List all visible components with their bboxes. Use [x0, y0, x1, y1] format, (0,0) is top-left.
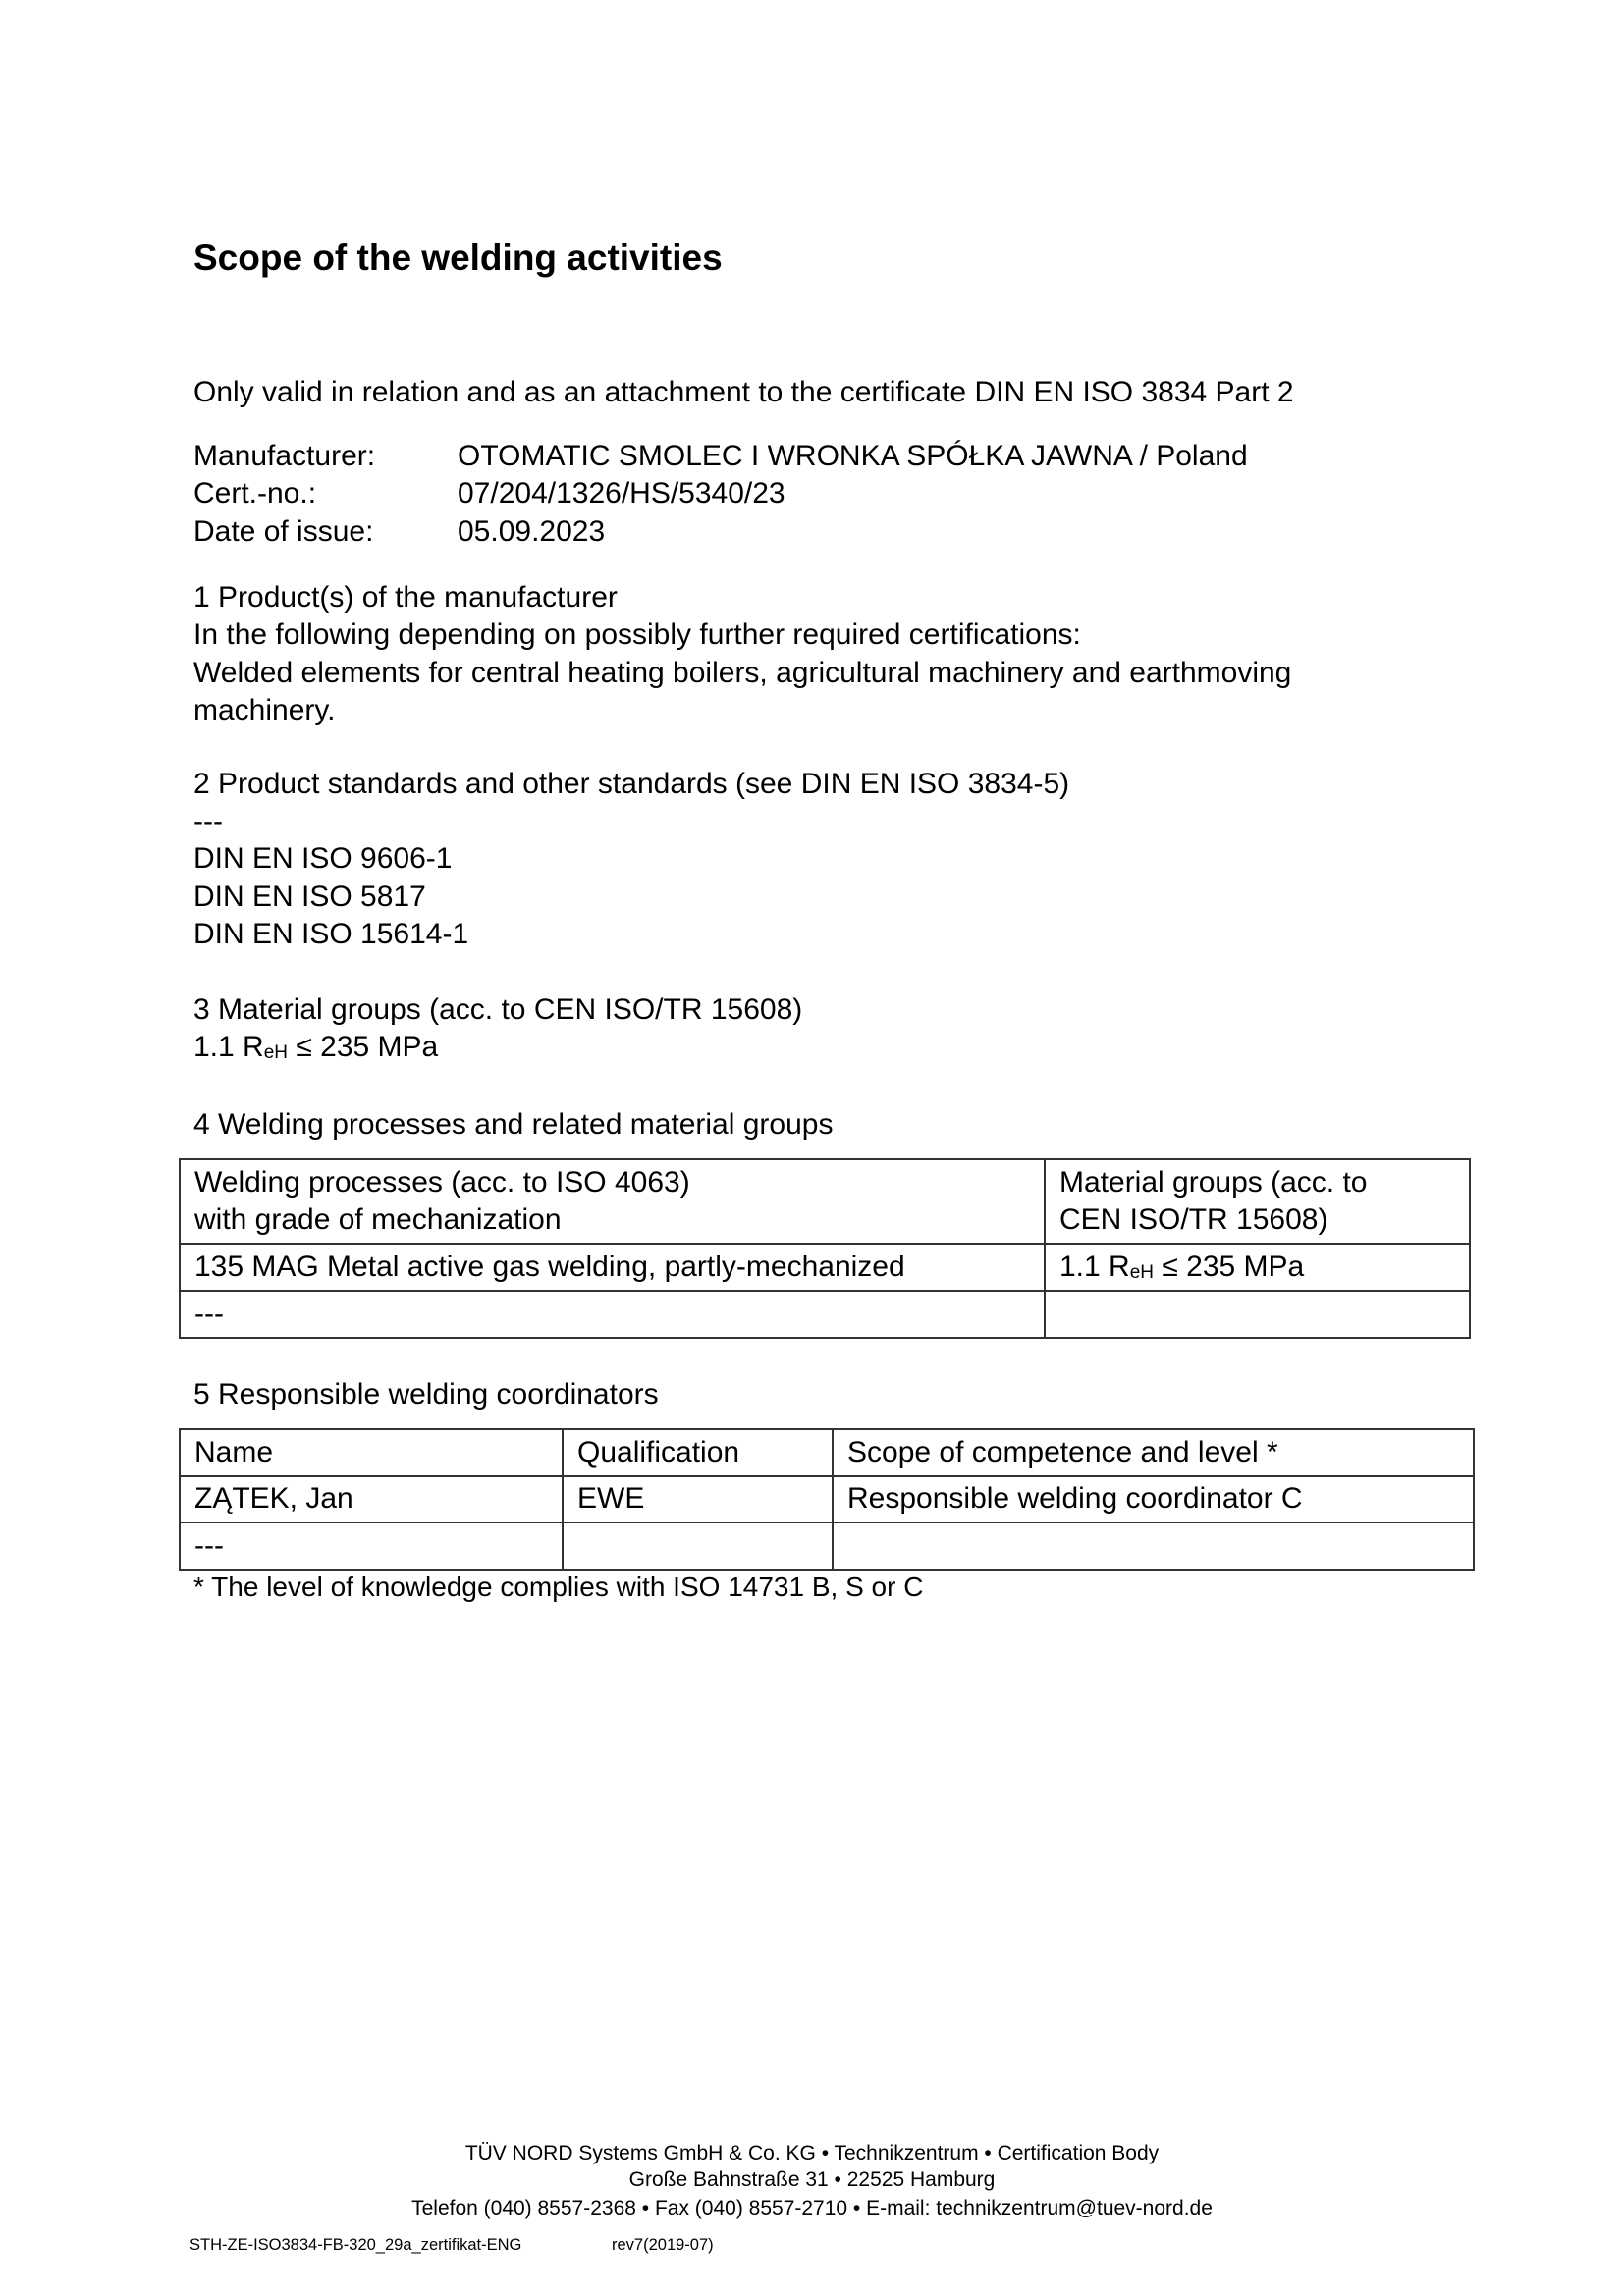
welding-processes-table	[179, 1158, 1471, 1339]
qualification-cell	[563, 1522, 833, 1570]
page-title: Scope of the welding activities	[193, 238, 723, 278]
material-group-item: 1.1 $R_{eH} \le 235$ MPa	[193, 1031, 439, 1063]
form-code: STH-ZE-ISO3834-FB-320_29a_zertifikat-ENG	[189, 2236, 522, 2254]
manufacturer-label: Manufacturer:	[193, 440, 376, 472]
footnote: * The level of knowledge complies with ISO 14731 B, S or C	[193, 1572, 924, 1602]
header-cell-scope: Scope of competence and level *	[833, 1429, 1474, 1476]
standard-item: ---	[193, 805, 223, 837]
process-cell: 135 MAG Metal active gas welding, partly-mechanized	[180, 1244, 1045, 1291]
table-header-row	[180, 1159, 1470, 1244]
products-line: machinery.	[193, 694, 336, 726]
scope-cell: Responsible welding coordinator C	[833, 1476, 1474, 1523]
date-of-issue-value: 05.09.2023	[458, 515, 606, 548]
table-header-row	[180, 1429, 1474, 1476]
section-heading: 4 Welding processes and related material groups	[193, 1108, 834, 1141]
qualification-cell: EWE	[563, 1476, 833, 1523]
footer-contact: Telefon (040) 8557-2368 • Fax (040) 8557-2710 • E-mail: technikzentrum@tuev-nord.de	[411, 2197, 1213, 2219]
table-row	[180, 1476, 1474, 1523]
welding-coordinators-table	[179, 1428, 1475, 1571]
section-heading: 3 Material groups (acc. to CEN ISO/TR 15608)	[193, 993, 803, 1026]
table-row	[180, 1291, 1470, 1338]
material-cell: 1.1 $R_{eH} \le 235$ MPa	[1045, 1244, 1470, 1291]
header-cell-processes: Welding processes (acc. to ISO 4063) with grade of mechanization	[180, 1159, 1045, 1244]
scope-cell	[833, 1522, 1474, 1570]
footer-address: Große Bahnstraße 31 • 22525 Hamburg	[628, 2168, 996, 2191]
material-cell	[1045, 1291, 1470, 1338]
standard-item: DIN EN ISO 5817	[193, 881, 426, 913]
cert-number-value: 07/204/1326/HS/5340/23	[458, 477, 785, 509]
section-heading: 1 Product(s) of the manufacturer	[193, 581, 618, 614]
name-cell: ZĄTEK, Jan	[180, 1476, 563, 1523]
table-row	[180, 1244, 1470, 1291]
manufacturer-value: OTOMATIC SMOLEC I WRONKA SPÓŁKA JAWNA / Poland	[458, 440, 1248, 472]
header-cell-name: Name	[180, 1429, 563, 1476]
revision: rev7(2019-07)	[612, 2236, 714, 2254]
footer-company: TÜV NORD Systems GmbH & Co. KG • Technikzentrum • Certification Body	[464, 2142, 1160, 2164]
name-cell: ---	[180, 1522, 563, 1570]
section-heading: 5 Responsible welding coordinators	[193, 1378, 659, 1411]
header-cell-material-groups: Material groups (acc. to CEN ISO/TR 15608)	[1045, 1159, 1470, 1244]
process-cell: ---	[180, 1291, 1045, 1338]
products-line: In the following depending on possibly further required certifications:	[193, 618, 1081, 651]
table-row	[180, 1522, 1474, 1570]
products-line: Welded elements for central heating boilers, agricultural machinery and earthmoving	[193, 657, 1292, 689]
date-of-issue-label: Date of issue:	[193, 515, 374, 548]
cert-number-label: Cert.-no.:	[193, 477, 317, 509]
standard-item: DIN EN ISO 15614-1	[193, 918, 469, 950]
header-cell-qualification: Qualification	[563, 1429, 833, 1476]
section-heading: 2 Product standards and other standards (see DIN EN ISO 3834-5)	[193, 768, 1070, 800]
validity-note: Only valid in relation and as an attachment to the certificate DIN EN ISO 3834 Part 2	[193, 376, 1294, 408]
standard-item: DIN EN ISO 9606-1	[193, 842, 453, 875]
